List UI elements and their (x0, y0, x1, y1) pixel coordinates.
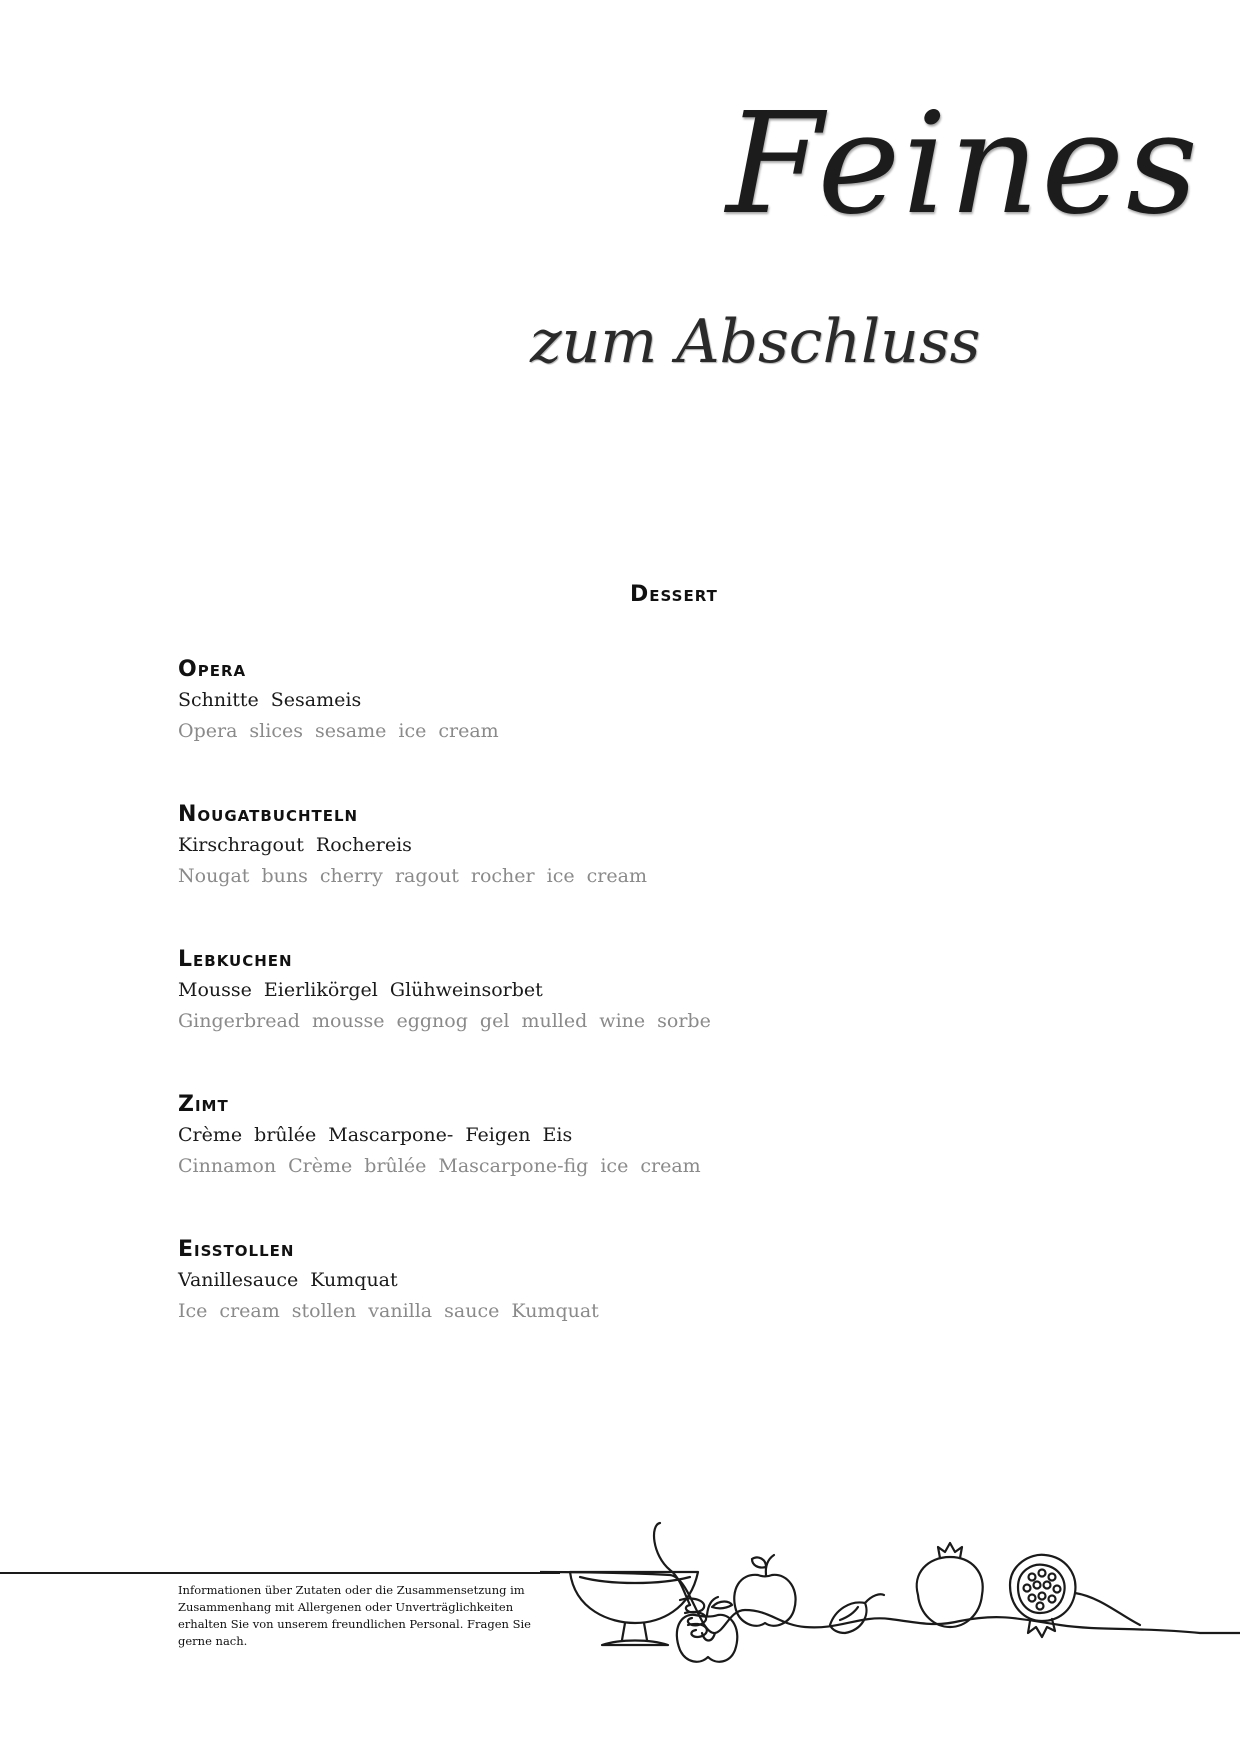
section-heading: Dessert (630, 582, 718, 607)
dessert-list (178, 656, 1078, 1381)
menu-item-description-de: Schnitte Sesameis (178, 689, 362, 711)
menu-item-description-en: Opera slices sesame ice cream (178, 720, 499, 742)
menu-item-description-de: Kirschragout Rochereis (178, 834, 412, 856)
menu-item-description-de: Crème brûlée Mascarpone- Feigen Eis (178, 1124, 573, 1146)
footer-divider (0, 1572, 560, 1574)
menu-item-name: Lebkuchen (178, 947, 293, 972)
menu-item-name: Nougatbuchteln (178, 802, 359, 827)
menu-item-description-en: Cinnamon Crème brûlée Mascarpone-fig ice cream (178, 1155, 701, 1177)
menu-item-description-en: Ice cream stollen vanilla sauce Kumquat (178, 1300, 599, 1322)
menu-item-opera (178, 656, 1078, 746)
allergen-note: Informationen über Zutaten oder die Zusammensetzung im Zusammenhang mit Allergenen oder Unverträglichkeiten erhalten Sie von unserem freundlichen Personal. Fragen Sie gerne nach. (178, 1583, 531, 1648)
fruit-line-art-icon (540, 1515, 1240, 1665)
page-title: Feines (726, 83, 1200, 246)
menu-item-name: Opera (178, 657, 247, 682)
menu-item-eisstollen (178, 1236, 1078, 1326)
page-subtitle: zum Abschluss (530, 307, 981, 377)
menu-item-name: Zimt (178, 1092, 229, 1117)
menu-item-description-en: Nougat buns cherry ragout rocher ice cream (178, 865, 647, 887)
menu-item-lebkuchen (178, 946, 1078, 1036)
menu-item-description-en: Gingerbread mousse eggnog gel mulled wine sorbe (178, 1010, 711, 1032)
menu-item-zimt (178, 1091, 1078, 1181)
menu-item-name: Eisstollen (178, 1237, 295, 1262)
menu-item-description-de: Mousse Eierlikörgel Glühweinsorbet (178, 979, 543, 1001)
menu-item-description-de: Vanillesauce Kumquat (178, 1269, 398, 1291)
menu-item-nougatbuchteln (178, 801, 1078, 891)
